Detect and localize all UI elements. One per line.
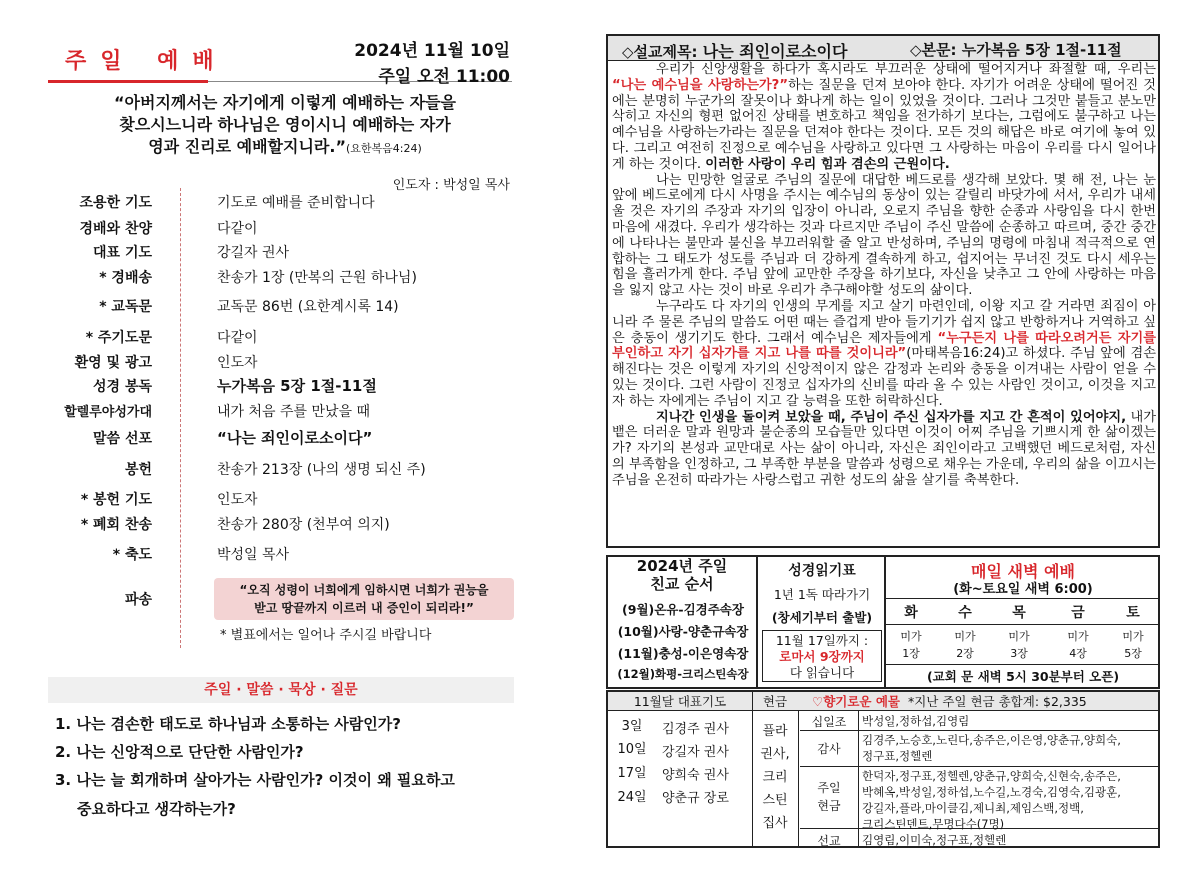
sermon-title	[622, 39, 847, 62]
order-label: * 교독문	[99, 299, 152, 315]
dawn-open-note: (교회 문 새벽 5시 30분부터 오픈)	[926, 669, 1120, 684]
order-label: * 축도	[112, 547, 152, 563]
sending-line-2: 받고 땅끝까지 이르러 내 증인이 되리라!”	[254, 601, 474, 615]
thanks-label: 감사	[817, 742, 841, 756]
sermon-paragraph	[612, 62, 1156, 173]
grid-divider	[756, 555, 758, 689]
verse-line-1: “아버지께서는 자기에게 이렇게 예배하는 자들을	[114, 93, 456, 112]
order-label: 조용한 기도	[79, 195, 152, 211]
prayer-name: 양희숙 권사	[662, 768, 729, 783]
offering-method: 플라 권사, 크리 스틴 집사	[760, 724, 790, 831]
question-item: 3. 나는 늘 회개하며 살아가는 사람인가? 이것이 왜 필요하고	[55, 771, 455, 789]
sermon-text: 내가 뱉은 더러운 말과 원망과 불순종의 모습들만 있다면 이것이 어찌 주님을 기쁘시게 한 삶이겠는가? 자기의 본성과 교만대로 사는 삶이 아니라, 자신은 죄인이라고 고백했던 베드로처럼, 자신의 부족함을 인정하고, 그 부족한 부분을 말씀과 성령으로 채우는 가운데, 우리의 삶을 이끄시는 주님을 온전히 따라가는 사랑스럽고 귀한 성도의 삶을 살기를 축복한다.	[612, 409, 1157, 488]
dawn-reading: 미가 5장	[1122, 630, 1144, 660]
communion-row: (9월)온유-김경주속장	[622, 602, 744, 617]
prayer-date: 10일	[617, 742, 647, 757]
tithe-label: 십일조	[811, 715, 847, 729]
verse-line-3: 영과 진리로 예배할지니라.”	[148, 137, 346, 156]
thanks-names: 김경주,노승호,노린다,송주은,이은영,양춘규,양희숙, 정구표,정헬렌	[862, 733, 1121, 763]
order-value: 교독문 86번 (요한계시록 14)	[217, 299, 399, 315]
order-value: 박성일 목사	[217, 547, 290, 563]
dawn-day: 수	[958, 605, 972, 621]
order-divider	[180, 188, 181, 648]
table-rule	[800, 730, 1158, 731]
order-value: 누가복음 5장 1절-11절	[217, 377, 377, 395]
service-time: 주일 오전 11:00	[378, 67, 510, 87]
sermon-title-text: 나는 죄인이로소이다	[702, 42, 848, 61]
sermon-text: (마태복음16:24)고 하셨다. 주님 앞에 겸손해진다는 것은 이렇게 자기의 신앙적이지 않은 감정과 논리와 충동을 이겨내는 사람이 얻을 수 있는 것이다. 그런 사람이 진정코 십자가의 신비를 따라 올 수 있는 사람인 것이고, 이것을 지고자 하는 자에게는 주님이 지고 갈 능력을 또한 허락하신다.	[612, 346, 1156, 409]
question-item: 1. 나는 겸손한 태도로 하나님과 소통하는 사람인가?	[55, 715, 401, 733]
order-value: 찬송가 280장 (천부여 의지)	[217, 517, 390, 533]
sermon-emphasis: 지나간 인생을 돌이켜 보았을 때, 주님이 주신 십자가를 지고 간 흔적이 있어야지,	[656, 409, 1127, 425]
order-label: 대표 기도	[93, 245, 152, 261]
sermon-title-label: ◇설교제목:	[622, 43, 698, 61]
sunday-offering-names: 한덕자,정구표,정헬렌,양춘규,양희숙,신현숙,송주은, 박혜옥,박성일,정하섭,노수길,노경숙,김영숙,김광훈, 강길자,플라,마이클김,제니최,제임스백,정백, 크리스틴덴트,무명다수(7명)	[862, 769, 1121, 831]
communion-title-line: 친교 순서	[650, 575, 714, 593]
communion-row: (11월)충성-이은영속장	[617, 646, 749, 661]
order-label: * 폐회 찬송	[80, 517, 152, 533]
prayer-name: 강길자 권사	[662, 745, 729, 760]
sermon-highlight: “누구든지 나를 따라오려거든 자기를 부인하고 자기 십자가를 지고 나를 따를 것이니라”	[612, 330, 1156, 362]
reading-note-line: 로마서 9장까지	[779, 649, 865, 664]
verse-reference: (요한복음4:24)	[345, 142, 422, 155]
communion-row: (12월)화평-크리스틴속장	[617, 667, 749, 681]
dawn-reading: 미가 1장	[900, 630, 922, 660]
sermon-ref-label: ◇본문:	[910, 41, 957, 59]
reading-note	[762, 630, 882, 682]
order-label: 말씀 선포	[93, 431, 152, 447]
cash-header: 현금	[762, 694, 788, 709]
sermon-emphasis: 이러한 사랑이 우리 힘과 겸손의 근원이다.	[705, 156, 950, 172]
verse-line-2: 찾으시느니라 하나님은 영이시니 예배하는 자가	[119, 115, 451, 134]
theme-verse	[60, 92, 510, 160]
prayer-header: 11월달 대표기도	[633, 694, 727, 709]
question-item: 2. 나는 신앙적으로 단단한 사람인가?	[55, 743, 304, 761]
prayer-date: 24일	[617, 790, 647, 805]
order-value: 인도자	[217, 355, 258, 371]
stand-note: * 별표에서는 일어나 주시길 바랍니다	[220, 628, 432, 643]
sermon-ref-text: 누가복음 5장 1절-11절	[961, 41, 1122, 59]
sending-verse	[214, 578, 514, 620]
table-rule	[608, 710, 1158, 711]
sermon-body	[612, 62, 1156, 489]
order-label: 경배와 찬양	[79, 221, 152, 237]
order-value: 다같이	[217, 330, 258, 346]
sermon-paragraph	[612, 299, 1156, 410]
sermon-text: 하는 질문을 던져 보아야 한다. 자기가 어려운 상태에 떨어진 것에는 분명히 누군가의 잘못이나 화나게 하는 일이 있었을 것이다. 그러나 그것만 붙들고 분노만 삭히고 자신의 형편 없어진 상태를 변호하고 책임을 전가하기 보다는, 그럼에도 불구하고 나는 예수님을 사랑하는가라는 질문을 던져야 한다는 것이다. 모든 것의 해답은 바로 여기에 놓여 있다. 그리고 여전히 진정으로 예수님을 사랑하고 있다면 그 사랑하는 마음이 우리를 다시 일어나게 하는 것이다.	[612, 77, 1157, 172]
sermon-highlight: “나는 예수님을 사랑하는가?”	[612, 77, 788, 93]
communion-row: (10월)사랑-양춘규속장	[617, 624, 749, 639]
order-label: 할렐루야성가대	[64, 405, 152, 420]
mission-label: 선교	[817, 834, 841, 848]
dawn-subtitle: (화~토요일 새벽 6:00)	[953, 582, 1093, 597]
reading-title: 성경읽기표	[788, 563, 856, 579]
page-title: 주일 예배	[65, 49, 228, 74]
dawn-day: 금	[1071, 605, 1085, 621]
table-divider	[798, 710, 799, 848]
order-label: 환영 및 광고	[74, 355, 152, 371]
dawn-rule	[886, 598, 1158, 599]
order-value: 찬송가 213장 (나의 생명 되신 주)	[217, 462, 426, 478]
order-label: * 주기도문	[85, 330, 152, 346]
order-label: 파송	[124, 592, 152, 608]
order-value: 내가 처음 주를 만났을 때	[217, 404, 371, 420]
service-leader: 인도자 : 박성일 목사	[392, 178, 510, 193]
reading-line: (창세기부터 출발)	[771, 610, 873, 625]
table-divider	[752, 690, 753, 848]
order-value: 인도자	[217, 492, 258, 508]
prayer-name: 양춘규 장로	[662, 791, 729, 806]
mission-names: 김영림,이미숙,정구표,정헬렌	[862, 833, 1007, 847]
order-value: 다같이	[217, 221, 258, 237]
communion-title-line: 2024년 주일	[636, 557, 728, 575]
order-label: 성경 봉독	[93, 379, 152, 395]
dawn-reading: 미가 2장	[954, 630, 976, 660]
order-label: * 봉헌 기도	[80, 492, 152, 508]
title-underline	[48, 80, 208, 83]
offering-total: *지난 주일 현금 총합계: $2,335	[907, 694, 1087, 709]
dawn-day: 토	[1126, 605, 1140, 621]
tithe-names: 박성일,정하섭,김영림	[862, 714, 970, 728]
sunday-offering-label: 주일 현금	[817, 781, 841, 813]
communion-title	[612, 557, 752, 593]
order-label: * 경배송	[99, 270, 152, 286]
dawn-day: 목	[1012, 605, 1026, 621]
reading-line: 1년 1독 따라가기	[773, 587, 871, 602]
dawn-title: 매일 새벽 예배	[971, 562, 1075, 581]
sermon-paragraph: 나는 민망한 얼굴로 주님의 질문에 대답한 베드로를 생각해 보았다. 몇 해 전, 나는 눈 앞에 베드로에게 다시 사명을 주시는 예수님의 동상이 있는 갈릴리 바닷가에 서서, 우리가 내세울 것은 자기의 주장과 자기의 입장이 아니라, 오로지 주님을 향한 순종과 사랑임을 다시 한번 마음에 새겼다. 우리가 생각하는 것과 다르지만 주님이 주신 말씀에 순종하고 따르며, 중간 중간에 나타나는 불만과 불신을 부끄러워할 줄 알고 반성하며, 주님의 명령에 마침내 적극적으로 연합하는 그 태도가 성도를 주님과 더 강하게 결속하게 하고, 쉽지어는 무너진 것도 다시 세우는 힘을 흘러가게 한다. 주님 앞에 교만한 주장을 하기보다, 자신을 낮추고 그 안에 사랑하는 마음을 잃지 않고 사는 것이 바로 우리가 추구해야할 성도의 삶이다.	[612, 172, 1156, 299]
questions-header: 주일 · 말씀 · 묵상 · 질문	[48, 677, 514, 703]
sermon-text: 우리가 신앙생활을 하다가 혹시라도 부끄러운 상태에 떨어지거나 좌절할 때, 우리는	[656, 62, 1156, 77]
prayer-date: 3일	[621, 719, 643, 734]
dawn-reading: 미가 4장	[1067, 630, 1089, 660]
sermon-scripture	[910, 39, 1122, 60]
order-value: 찬송가 1장 (만복의 근원 하나님)	[217, 270, 417, 286]
reading-note-line: 11월 17일까지 :	[775, 633, 869, 648]
dawn-reading: 미가 3장	[1008, 630, 1030, 660]
dawn-rule	[886, 624, 1158, 625]
order-label: 봉헌	[124, 462, 152, 478]
service-date: 2024년 11월 10일	[354, 41, 510, 61]
order-value: 강길자 권사	[217, 245, 290, 261]
sending-line-1: “오직 성령이 너희에게 임하시면 너희가 권능을	[239, 583, 489, 597]
prayer-date: 17일	[617, 766, 647, 781]
dawn-rule	[886, 664, 1158, 665]
question-item: 중요하다고 생각하는가?	[77, 800, 236, 818]
sermon-paragraph	[612, 410, 1156, 489]
grid-divider	[884, 555, 886, 689]
sermon-text: 누구라도 다 자기의 인생의 무게를 지고 살기 마련인데, 이왕 지고 갈 거라면 죄짐이 아니라 주 물론 주님의 말씀도 어떤 때는 즐겁게 받아 들기기가 쉽지 않고 반항하거나 거역하고 싶은 충동이 생기기도 한다. 그래서 예수님은 제자들에게	[612, 298, 1156, 346]
prayer-name: 김경주 권사	[662, 722, 729, 737]
offering-header	[812, 692, 1087, 710]
reading-note-line: 다 읽습니다	[789, 665, 855, 680]
table-rule	[800, 766, 1158, 767]
offering-title: ♡향기로운 예물	[812, 694, 901, 709]
sermon-title-value: “나는 죄인이로소이다”	[217, 429, 373, 447]
order-value: 기도로 예배를 준비합니다	[217, 195, 375, 211]
dawn-day: 화	[904, 605, 918, 621]
